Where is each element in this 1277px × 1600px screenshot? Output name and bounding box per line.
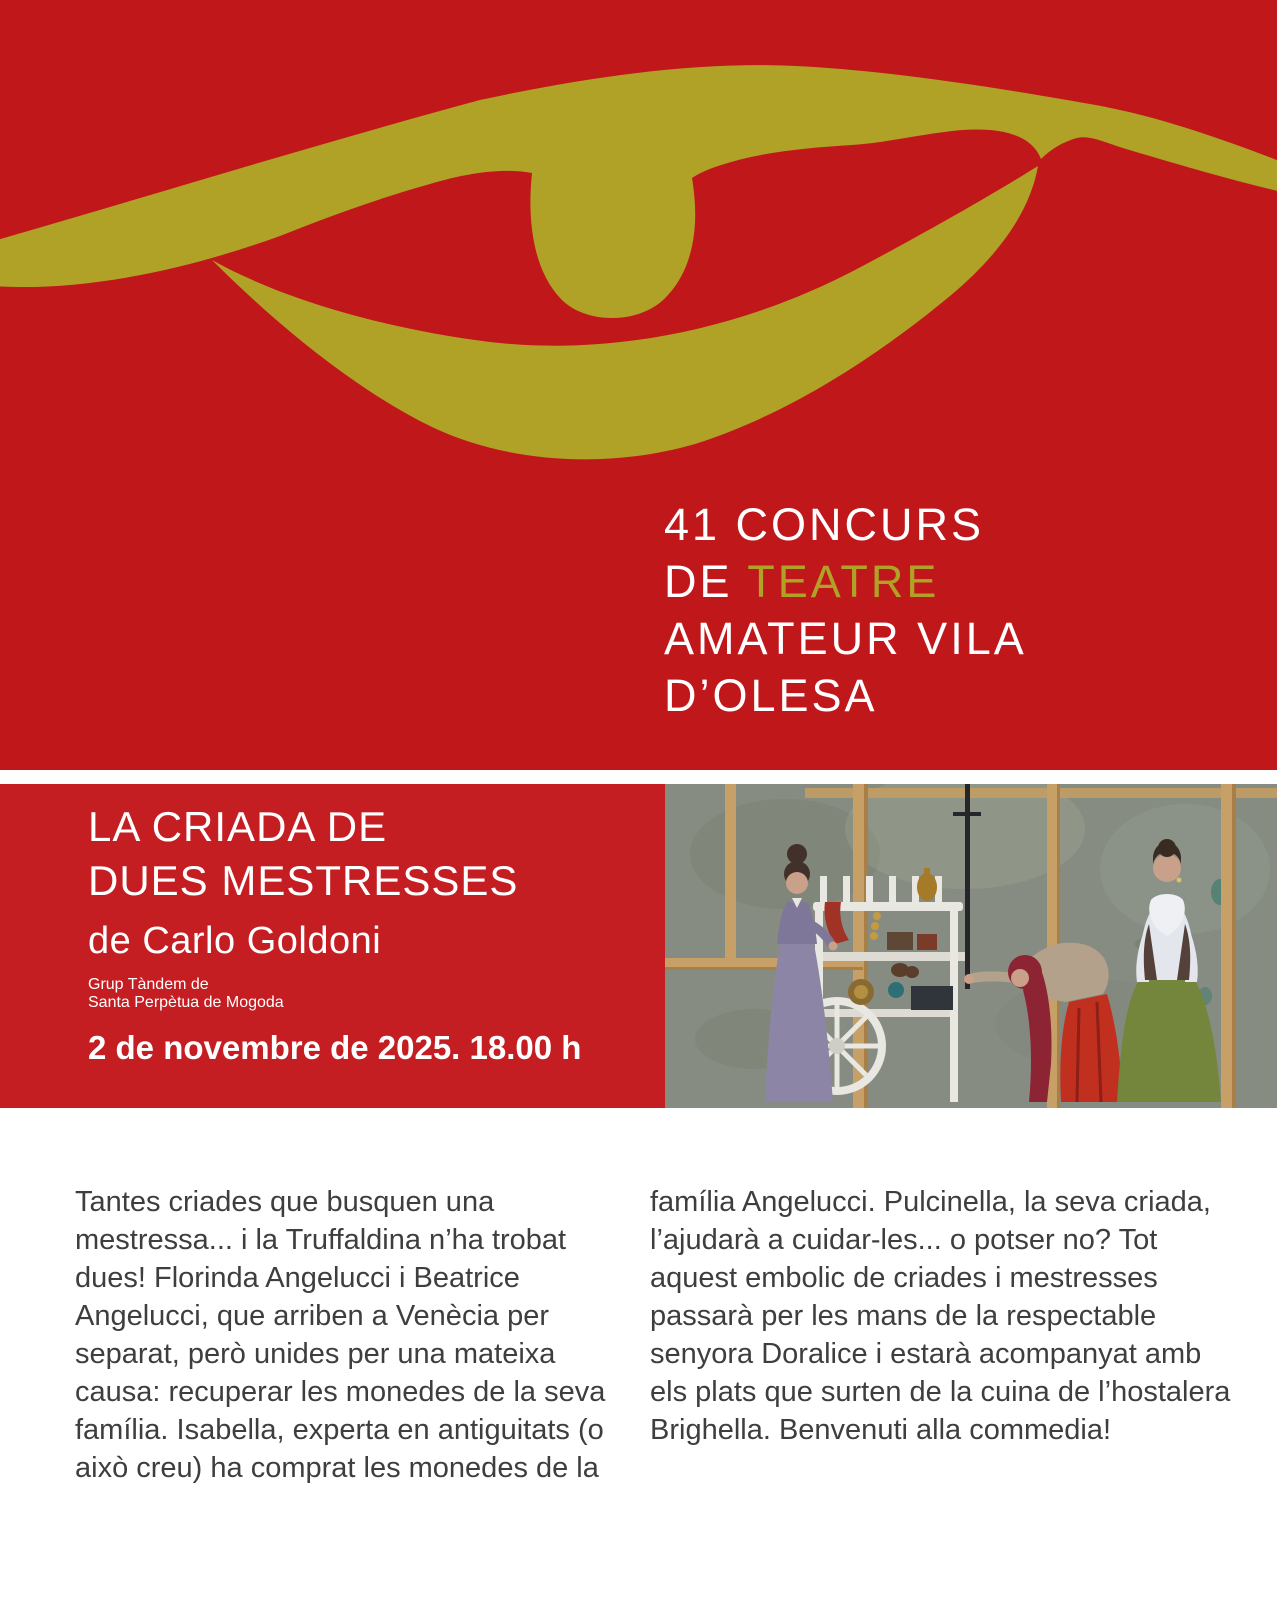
header-section <box>0 0 1277 770</box>
main-title <box>664 496 1027 724</box>
synopsis-column-1: Tantes criades que busquen una mestressa... i la Truffaldina n’ha trobat dues! Florinda Angelucci i Beatrice Angelucci, que arriben a Venècia per separat, però unides per una mateixa causa: recuperar les monedes de la seva família. Isabella, experta en antiguitats (o això creu) ha comprat les monedes de la <box>75 1186 606 1484</box>
main-title-teatre: TEATRE <box>747 556 940 607</box>
company-line-1: Grup Tàndem de <box>88 976 209 993</box>
synopsis-section <box>0 1108 1277 1600</box>
eye-icon <box>0 0 1277 770</box>
main-title-line-1: 41 CONCURS <box>664 499 985 550</box>
show-info <box>88 784 581 1068</box>
show-title <box>88 800 581 908</box>
show-datetime: 2 de novembre de 2025. 18.00 h <box>88 1029 582 1066</box>
show-title-line-2: DUES MESTRESSES <box>88 857 519 904</box>
performance-photo <box>665 784 1277 1108</box>
eye-brow-shape <box>0 65 1277 318</box>
show-author: de Carlo Goldoni <box>88 920 382 962</box>
show-title-line-1: LA CRIADA DE <box>88 803 388 850</box>
main-title-line-4: D’OLESA <box>664 670 878 721</box>
show-band <box>0 784 1277 1108</box>
section-divider <box>0 770 1277 784</box>
company-line-2: Santa Perpètua de Mogoda <box>88 994 284 1011</box>
main-title-line-3: AMATEUR VILA <box>664 613 1027 664</box>
synopsis-column-2: família Angelucci. Pulcinella, la seva criada, l’ajudarà a cuidar-les... o potser no? Tot aquest embolic de criades i mestresses passarà per les mans de la respectable senyora Doralice i estarà acompanyat amb els plats que surten de la cuina de l’hostalera Brighella. Benvenuti alla commedia! <box>650 1186 1231 1446</box>
main-title-line-2 <box>664 553 1027 610</box>
main-title-de: DE <box>664 556 748 607</box>
